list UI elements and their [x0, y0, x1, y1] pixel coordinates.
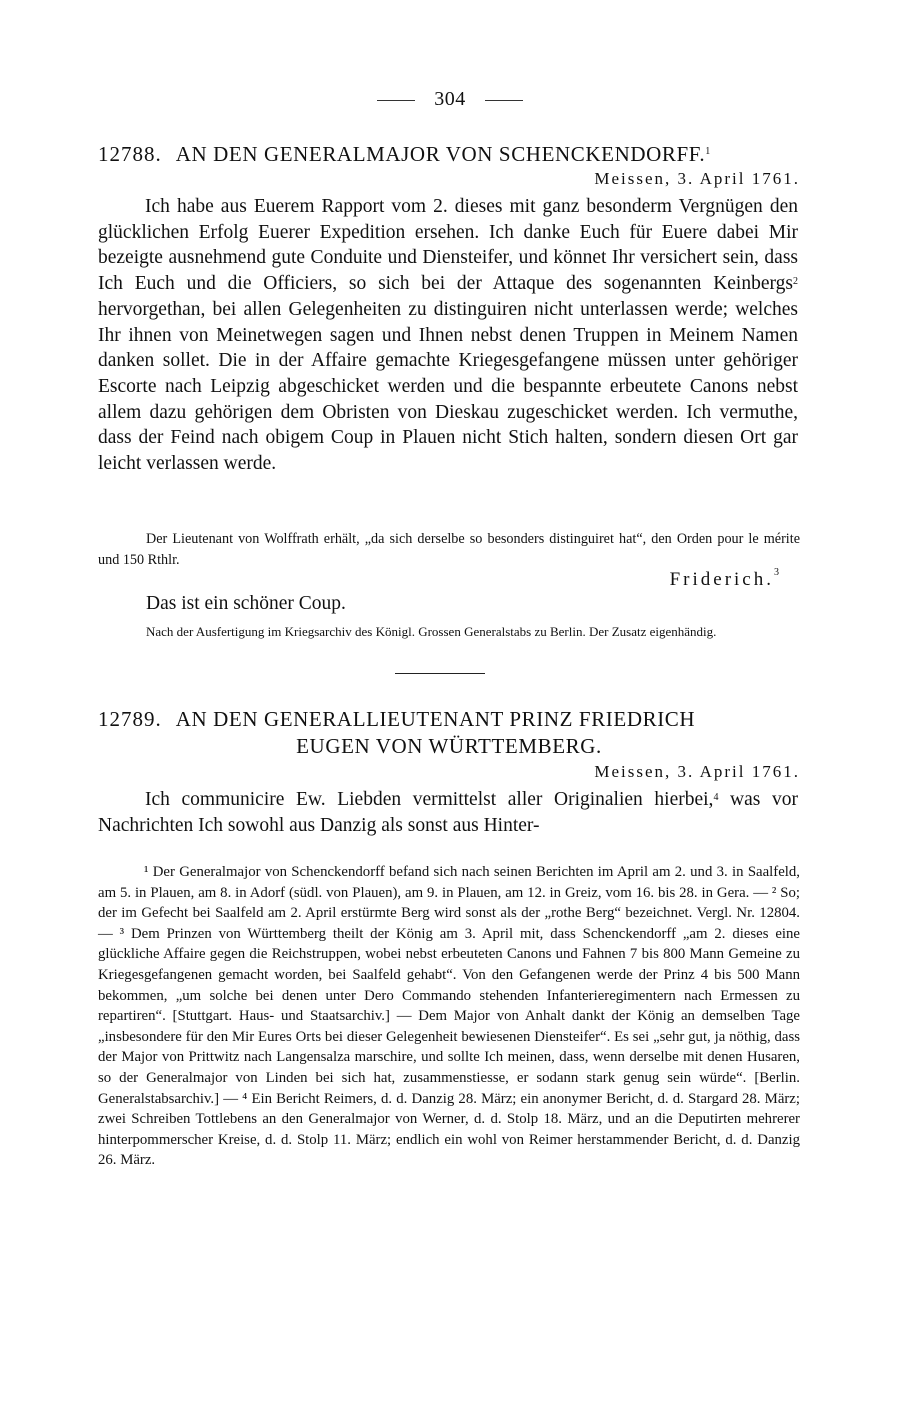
footnotes: [98, 862, 800, 1171]
letter-1-dateline: Meissen, 3. April 1761.: [594, 169, 800, 188]
letter-2-title-line1: AN DEN GENERALLIEUTENANT PRINZ FRIEDRICH: [175, 707, 696, 731]
letter-2-title-line2: EUGEN VON WÜRTTEMBERG.: [296, 734, 602, 758]
letter-2-dateline: Meissen, 3. April 1761.: [594, 762, 800, 781]
letter-2-body-note: 4: [713, 792, 719, 803]
letter-1-number: 12788.: [98, 142, 162, 166]
page-header: [0, 88, 900, 111]
signature-note: 3: [774, 567, 782, 578]
letter-1-body-note: 2: [793, 276, 798, 288]
header-dash-right: [485, 100, 523, 101]
page-number: 304: [434, 88, 466, 110]
letter-1-heading: [98, 140, 798, 168]
letter-1-note: Der Lieutenant von Wolffrath erhält, „da sich derselbe so besonders distinguiret hat“, den Orden pour le mérite und 150 Rthlr.: [98, 531, 800, 568]
letter-1-body-text-cont: hervorgethan, bei allen Gelegenheiten zu distinguiren nicht unterlassen werde; welches Ihr ihnen von Meinetwegen sagen und Ihnen nebst denen Truppen in Meinem Namen danken sollet. Die in der Affaire gemachte Kriegesgefangene müssen unter gehöriger Escorte nach Leipzig abgeschicket werden und die bespannte erbeutete Canons nebst allem dazu gehörigen dem Obristen von Dieskau zugeschicket werden. Ich vermuthe, dass der Feind nach obigem Coup in Plauen nicht Stich halten, sondern diesen Ort gar leicht verlassen werde.: [98, 298, 798, 475]
letter-1-source: Nach der Ausfertigung im Kriegsarchiv des Königl. Grossen Generalstabs zu Berlin. Der Zusatz eigenhändig.: [146, 624, 717, 639]
letter-2-body-paragraph: [98, 787, 798, 838]
letter-1-signature: [670, 569, 782, 591]
section-divider: [395, 673, 485, 674]
letter-1-body: [98, 194, 798, 477]
letter-2-body: [98, 787, 798, 838]
letter-1-postscript: Das ist ein schöner Coup.: [146, 593, 346, 614]
letter-2-heading: [98, 705, 798, 733]
header-dash-left: [377, 100, 415, 101]
letter-1-title-note: 1: [705, 146, 711, 157]
letter-1-body-text: Ich habe aus Euerem Rapport vom 2. dieses mit ganz besonderm Vergnügen den glücklichen Erfolg Euerer Expedition ersehen. Ich danke Euch für Euere dabei Mir bezeigte ausnehmend gute Conduite und Diensteifer, und könnet Ihr versichert sein, dass Ich Euch und die Officiers, so sich bei der Attaque des sogenannten Keinbergs: [98, 196, 798, 295]
letter-2-number: 12789.: [98, 707, 162, 731]
letter-1-body-paragraph: [98, 194, 798, 477]
letter-1-title: AN DEN GENERALMAJOR VON SCHENCKENDORFF.: [175, 142, 706, 166]
letter-2-body-text: Ich communicire Ew. Liebden vermittelst aller Originalien hierbei,: [145, 789, 714, 810]
signature-text: Friderich.: [669, 569, 774, 590]
letter-2-heading-line2: [98, 732, 800, 760]
footnotes-text: ¹ Der Generalmajor von Schenckendorff befand sich nach seinen Berichten im April am 2. und 3. in Saalfeld, am 5. in Plauen, am 8. in Adorf (südl. von Plauen), am 9. in Plauen, am 12. in Greiz, vom 16. bis 28. in Gera. — ² So; der im Gefecht bei Saalfeld am 2. April erstürmte Berg wird sonst als der „rothe Berg“ bezeichnet. Vergl. Nr. 12804. — ³ Dem Prinzen von Württemberg theilt der König am 3. April mit, dass Schenckendorff „am 2. dieses eine glückliche Affaire gegen die Reichstruppen, wobei nebst erbeuteten Canons und Fahnen 7 bis 800 Mann Gemeine zu Kriegesgefangenen gemacht worden, bei Saalfeld gehabt“. Von den Gefangenen werde der Prinz 4 bis 500 Mann bekommen, „um solche bei denen unter Dero Commando stehenden Infanterieregimentern nach Ermessen zu repartiren“. [Stuttgart. Haus- und Staatsarchiv.] — Dem Major von Anhalt dankt der König an demselben Tage „insbesondere für den Mir Eures Orts bei dieser Gelegenheit bewiesenen Diensteifer“. Es sei „sehr gut, ja nöthig, dass der Major von Prittwitz nach Langensalza marschire, und sollte Ich meinen, dass, wenn derselbe mit denen Husaren, so der Generalmajor von Linden bei sich hat, zusammenstiesse, er sodann stark genug sein würde“. [Berlin. Generalstabsarchiv.] — ⁴ Ein Bericht Reimers, d. d. Danzig 28. März; ein anonymer Bericht, d. d. Stargard 28. März; zwei Schreiben Tottlebens an den Generalmajor von Werner, d. d. Stolp 18. März, und an die Deputirten mehrerer hinterpommerscher Kreise, d. d. Stolp 11. März; endlich ein wohl von Reimer herstammender Bericht, d. d. Danzig 26. März.: [98, 864, 800, 1169]
letter-2-body-text-cont: was vor Nachrichten Ich sowohl aus Danzig als sonst aus Hinter-: [98, 789, 798, 836]
